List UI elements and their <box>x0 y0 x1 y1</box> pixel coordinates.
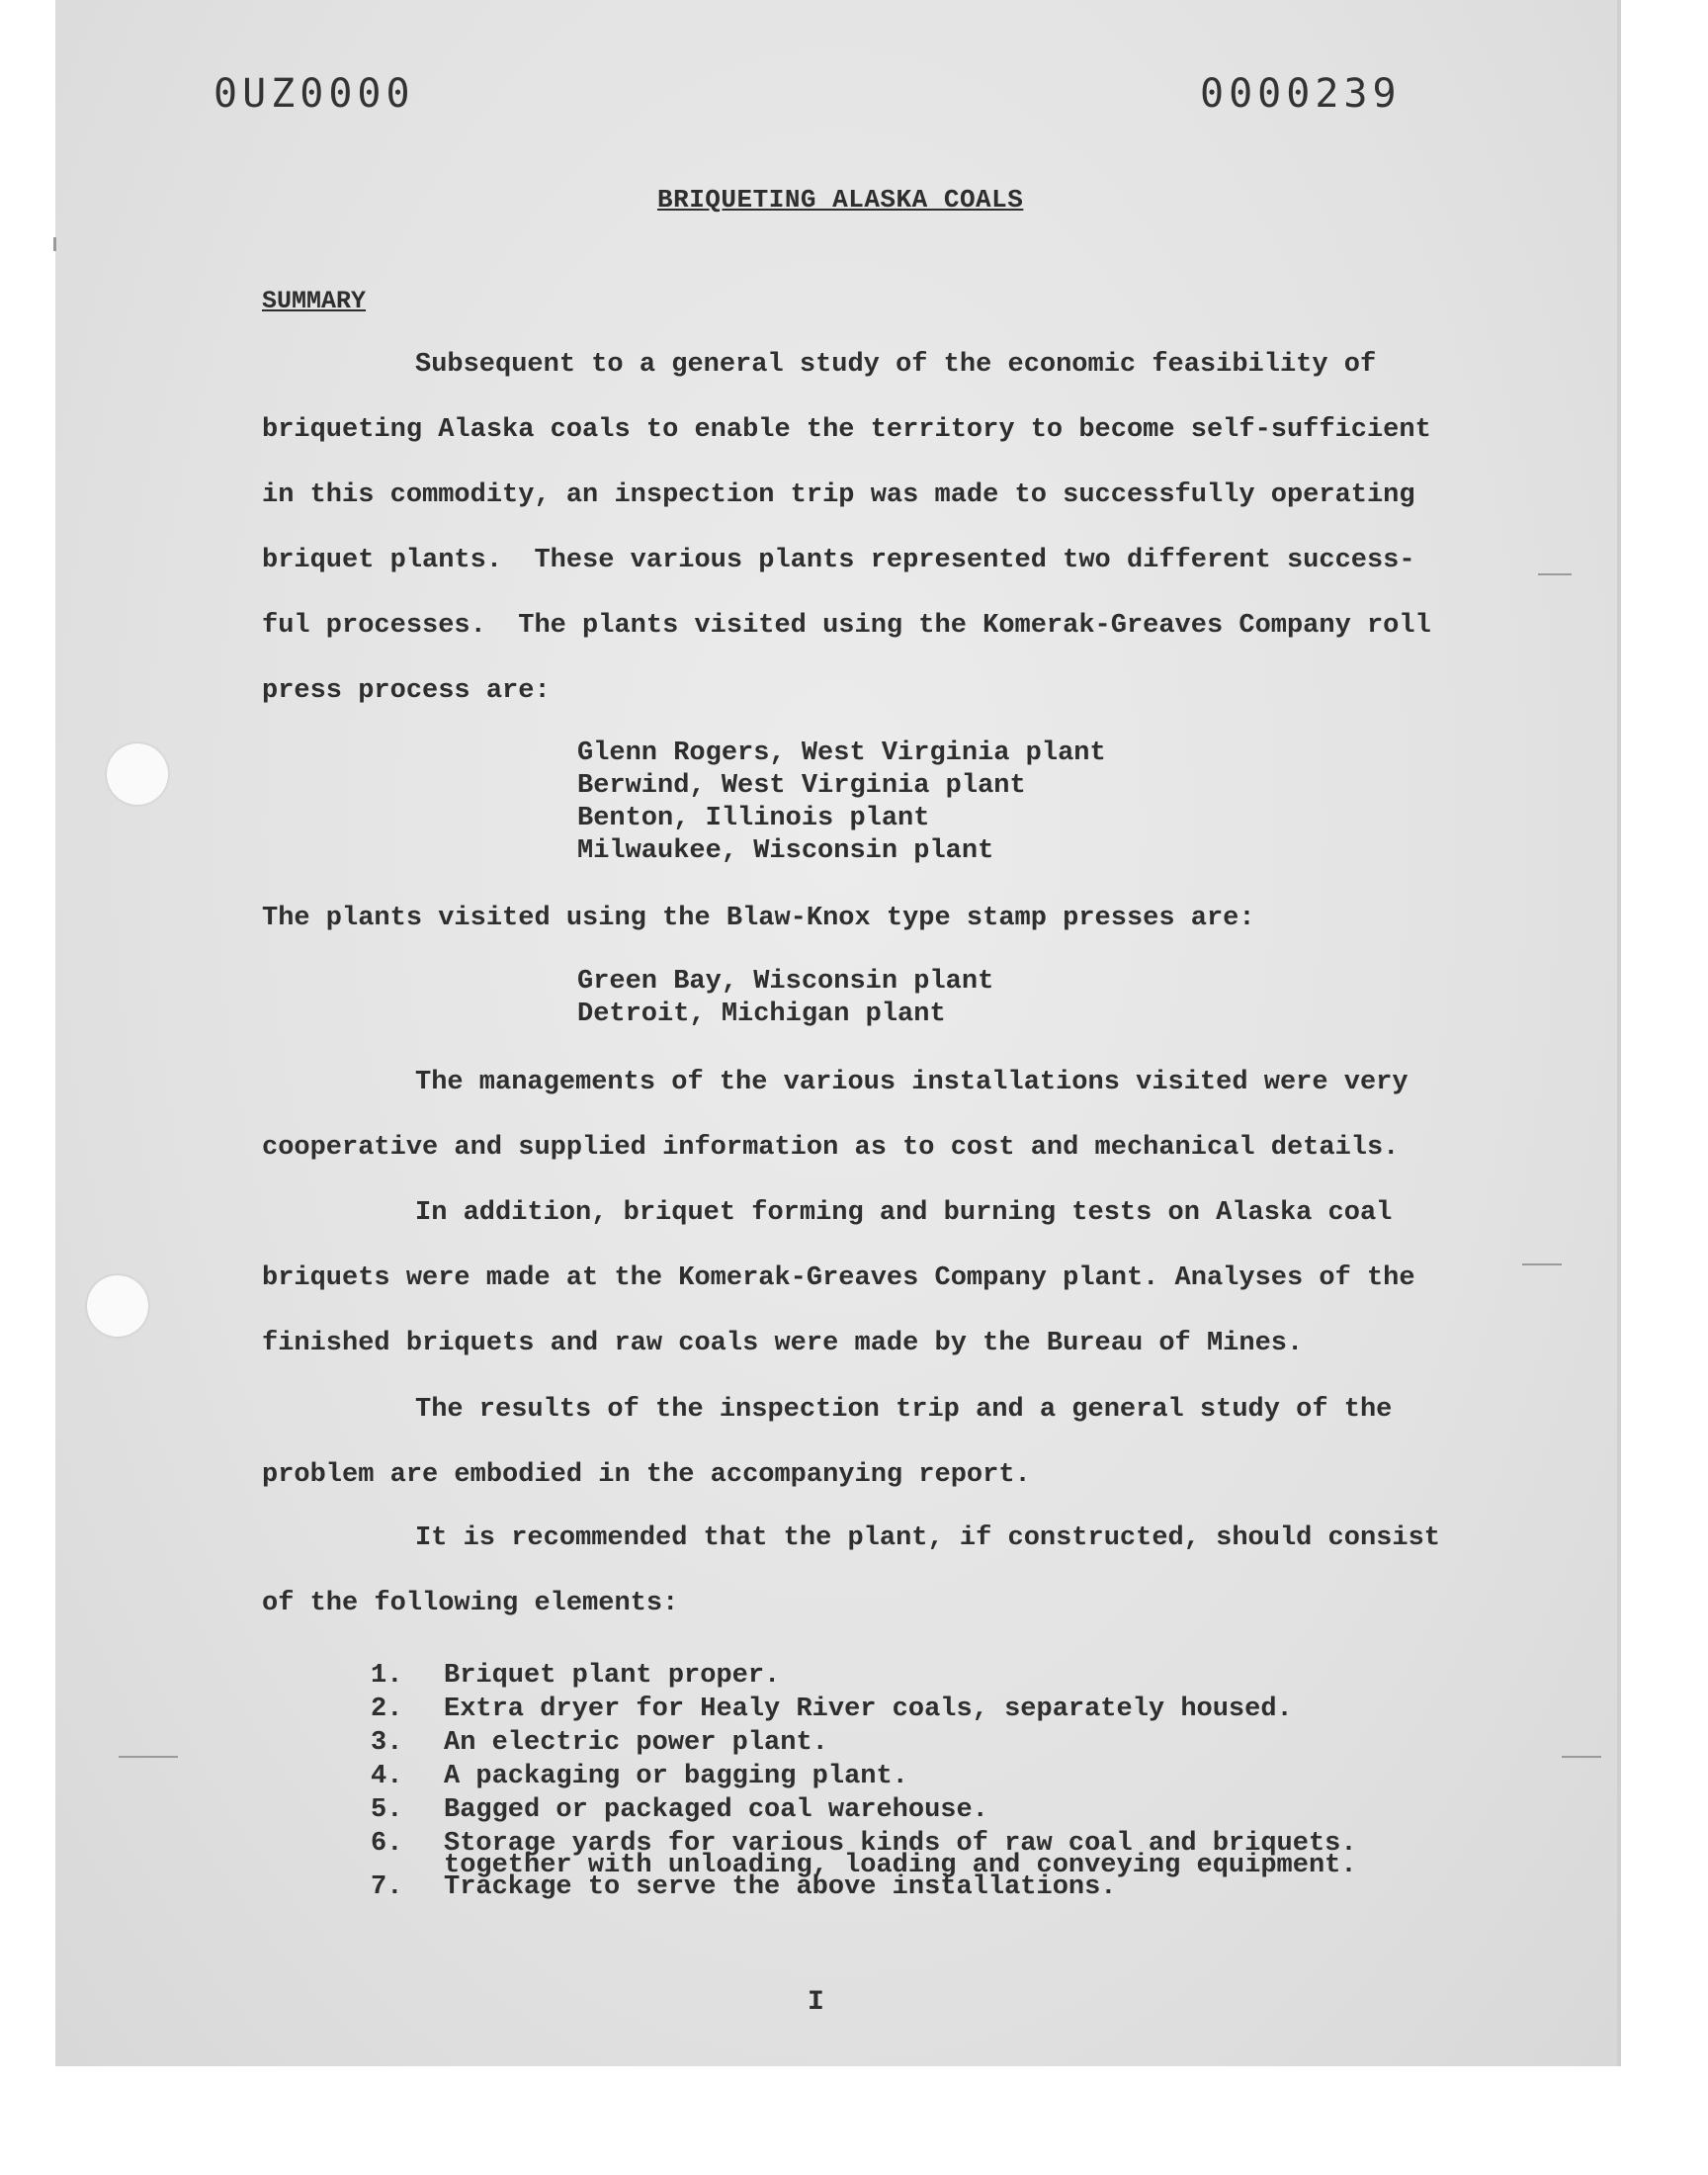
text-line: It is recommended that the plant, if constructed, should consist <box>415 1523 1440 1553</box>
page-number: I <box>808 1987 824 2018</box>
text-line: ful processes. The plants visited using the Komerak-Greaves Company roll <box>262 611 1431 641</box>
list-item: Glenn Rogers, West Virginia plant <box>577 739 1106 768</box>
results-paragraph <box>262 1377 1468 1508</box>
text-line: The plants visited using the Blaw-Knox type stamp presses are: <box>262 904 1255 933</box>
text-line: cooperative and supplied information as to cost and mechanical details. <box>262 1133 1400 1163</box>
list-item <box>371 1693 1357 1726</box>
tests-paragraph <box>262 1180 1468 1376</box>
item-text: Briquet plant proper. <box>444 1661 781 1691</box>
page-edge <box>1617 0 1621 2066</box>
item-number: 4. <box>371 1762 403 1791</box>
roll-press-plant-list <box>577 738 1106 868</box>
document-title: BRIQUETING ALASKA COALS <box>657 185 1024 215</box>
item-text: A packaging or bagging plant. <box>444 1762 908 1791</box>
punch-hole <box>107 743 168 805</box>
scan-speck <box>1562 1756 1601 1758</box>
scan-speck <box>119 1756 178 1758</box>
scan-speck <box>53 237 56 251</box>
list-item: Detroit, Michigan plant <box>577 1000 946 1029</box>
section-heading: SUMMARY <box>262 287 367 315</box>
item-text: An electric power plant. <box>444 1728 828 1758</box>
elements-list <box>371 1659 1357 1904</box>
managements-paragraph <box>262 1050 1468 1180</box>
item-number: 5. <box>371 1795 403 1825</box>
list-item <box>371 1726 1357 1760</box>
item-text: Storage yards for various kinds of raw coal and briquets. <box>444 1829 1357 1859</box>
text-line: press process are: <box>262 676 551 706</box>
item-text: Trackage to serve the above installations. <box>444 1872 1117 1902</box>
stamp-left: 0UZ0000 <box>214 71 415 117</box>
text-line: problem are embodied in the accompanying report. <box>262 1460 1031 1490</box>
item-number: 1. <box>371 1661 403 1691</box>
item-text: Extra dryer for Healy River coals, separately housed. <box>444 1695 1293 1724</box>
item-text: Bagged or packaged coal warehouse. <box>444 1795 988 1825</box>
text-line: briquet plants. These various plants represented two different success- <box>262 546 1415 575</box>
text-line: finished briquets and raw coals were made by the Bureau of Mines. <box>262 1329 1304 1358</box>
stamp-press-intro <box>262 886 1468 951</box>
text-line: The results of the inspection trip and a general study of the <box>415 1395 1393 1425</box>
item-number: 2. <box>371 1695 403 1724</box>
item-number: 3. <box>371 1728 403 1758</box>
stamp-right: 0000239 <box>1200 71 1402 117</box>
list-item: Green Bay, Wisconsin plant <box>577 967 994 997</box>
text-line: In addition, briquet forming and burning tests on Alaska coal <box>415 1198 1393 1228</box>
recommendation-paragraph <box>262 1506 1468 1636</box>
text-line: in this commodity, an inspection trip was made to successfully operating <box>262 480 1415 510</box>
list-item: Milwaukee, Wisconsin plant <box>577 836 994 866</box>
item-number: 7. <box>371 1872 403 1902</box>
item-number: 6. <box>371 1829 403 1859</box>
list-item <box>371 1659 1357 1693</box>
text-line: Subsequent to a general study of the economic feasibility of <box>415 350 1377 380</box>
item-text: together with unloading, loading and conveying equipment. <box>444 1851 1357 1880</box>
list-item <box>371 1760 1357 1793</box>
punch-hole <box>87 1275 148 1337</box>
scan-speck <box>1522 1263 1562 1265</box>
list-item: Benton, Illinois plant <box>577 804 930 833</box>
text-line: briqueting Alaska coals to enable the territory to become self-sufficient <box>262 415 1431 445</box>
text-line: The managements of the various installations visited were very <box>415 1068 1409 1097</box>
list-item <box>371 1793 1357 1827</box>
stamp-press-plant-list <box>577 966 993 1031</box>
text-line: of the following elements: <box>262 1589 679 1618</box>
list-item: Berwind, West Virginia plant <box>577 771 1026 801</box>
intro-paragraph <box>262 332 1468 724</box>
text-line: briquets were made at the Komerak-Greaves Company plant. Analyses of the <box>262 1263 1415 1293</box>
scan-speck <box>1538 573 1572 575</box>
